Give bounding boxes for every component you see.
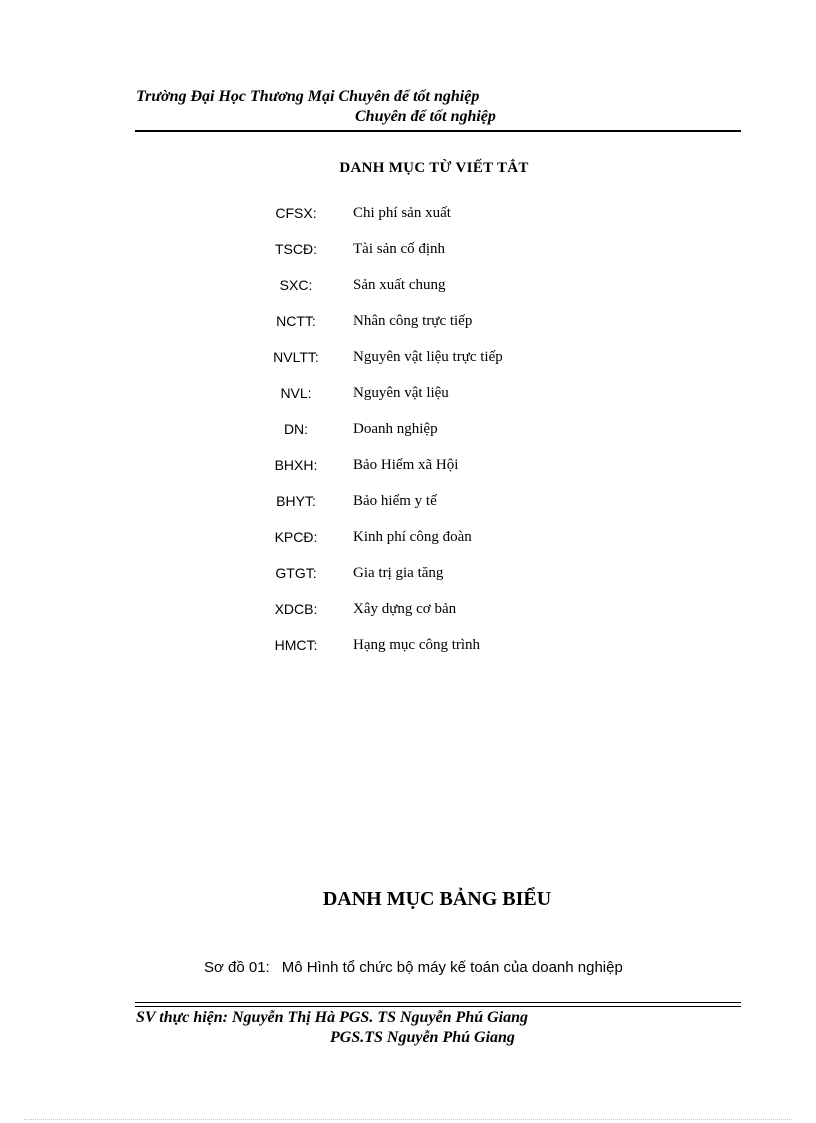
abbreviation-code: BHYT: xyxy=(276,493,316,509)
footer-rule xyxy=(135,1002,741,1003)
abbreviation-meaning: Bảo Hiểm xã Hội xyxy=(353,457,459,473)
abbreviation-row xyxy=(240,313,640,349)
abbreviation-row xyxy=(240,205,640,241)
abbreviation-row xyxy=(240,421,640,457)
header-rule xyxy=(135,130,741,132)
abbreviation-list xyxy=(240,205,640,673)
abbreviation-code: KPCĐ: xyxy=(274,529,318,545)
page-header-line2: Chuyên để tốt nghiệp xyxy=(355,108,496,125)
page-footer-line2: PGS.TS Nguyễn Phú Giang xyxy=(330,1029,515,1046)
abbreviation-meaning: Nhân công trực tiếp xyxy=(353,313,473,329)
abbreviation-meaning: Chi phí sản xuất xyxy=(353,205,451,221)
abbreviation-meaning: Nguyên vật liệu trực tiếp xyxy=(353,349,503,365)
page-edge-marker xyxy=(24,1119,792,1120)
abbreviation-code: XDCB: xyxy=(274,601,318,617)
abbreviation-meaning: Sản xuất chung xyxy=(353,277,446,293)
abbreviation-row xyxy=(240,241,640,277)
abbreviation-code: NVLTT: xyxy=(273,349,319,365)
abbreviation-row xyxy=(240,385,640,421)
abbreviation-meaning: Nguyên vật liệu xyxy=(353,385,449,401)
footer-rule xyxy=(135,1006,741,1007)
page-footer-line1: SV thực hiện: Nguyễn Thị Hà PGS. TS Nguyễn Phú Giang xyxy=(136,1009,529,1026)
abbreviation-row xyxy=(240,457,640,493)
abbreviation-row xyxy=(240,565,640,601)
abbreviation-code: DN: xyxy=(283,421,309,437)
abbreviation-code: HMCT: xyxy=(274,637,318,653)
abbreviation-code: TSCĐ: xyxy=(275,241,317,257)
page-header-line1: Trường Đại Học Thương Mại Chuyên để tốt nghiệp xyxy=(136,88,480,105)
abbreviation-row xyxy=(240,637,640,673)
abbreviation-code: BHXH: xyxy=(274,457,318,473)
abbreviations-title: DANH MỤC TỪ VIẾT TẮT xyxy=(339,160,529,176)
abbreviation-meaning: Xây dựng cơ bản xyxy=(353,601,457,617)
abbreviation-code: GTGT: xyxy=(275,565,317,581)
abbreviation-meaning: Kinh phí công đoàn xyxy=(353,529,472,545)
abbreviation-code: SXC: xyxy=(279,277,313,293)
abbreviation-row xyxy=(240,529,640,565)
abbreviation-code: NCTT: xyxy=(276,313,316,329)
table-item-label: Sơ đồ 01: xyxy=(204,959,270,976)
table-item-text: Mô Hình tổ chức bộ máy kế toán của doanh nghiệp xyxy=(281,959,623,976)
abbreviation-meaning: Doanh nghiệp xyxy=(353,421,438,437)
abbreviation-meaning: Gia trị gia tăng xyxy=(353,565,444,581)
abbreviation-row xyxy=(240,493,640,529)
abbreviation-meaning: Tài sản cố định xyxy=(353,241,446,257)
abbreviation-code: NVL: xyxy=(280,385,312,401)
tables-title: DANH MỤC BẢNG BIỂU xyxy=(322,888,552,910)
abbreviation-code: CFSX: xyxy=(275,205,317,221)
abbreviation-meaning: Hạng mục công trình xyxy=(353,637,481,653)
abbreviation-row xyxy=(240,277,640,313)
table-list-item xyxy=(204,959,623,976)
abbreviation-meaning: Bảo hiểm y tế xyxy=(353,493,437,509)
abbreviation-row xyxy=(240,349,640,385)
abbreviation-row xyxy=(240,601,640,637)
